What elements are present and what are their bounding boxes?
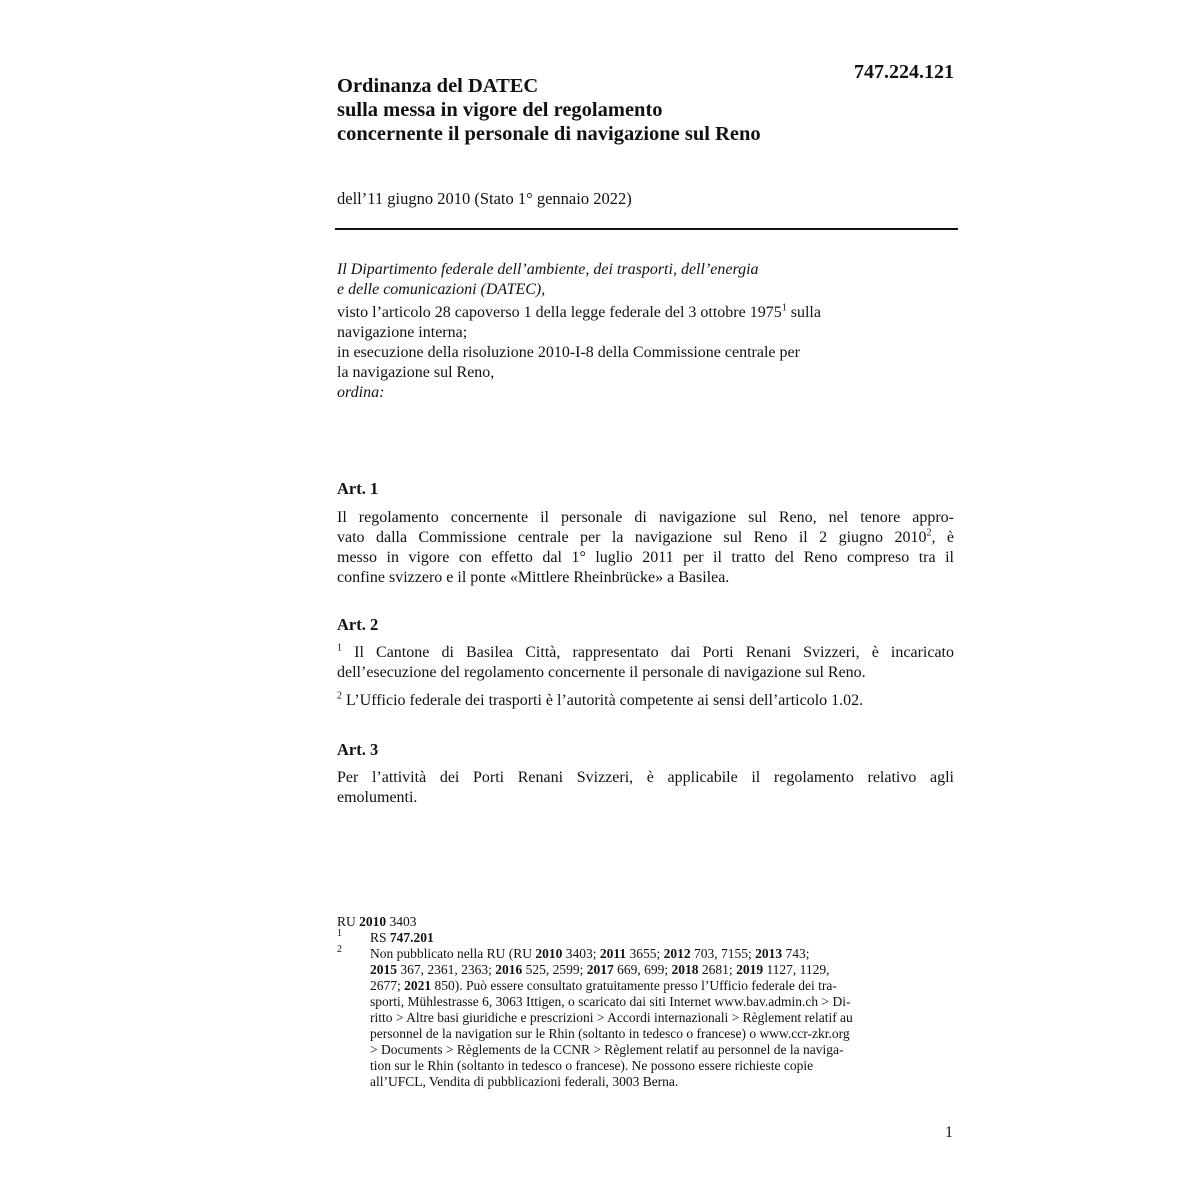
visto-line: navigazione interna;	[337, 324, 468, 341]
footnote-prefix: RS	[370, 930, 390, 945]
footnote-line: ritto > Altre basi giuridiche e prescrizioni > Accordi internazionali > Règlement relatif au	[370, 1010, 853, 1025]
footnote-line: > Documents > Règlements de la CCNR > Règlement relatif au personnel de la naviga-	[370, 1042, 844, 1057]
article-line	[337, 643, 954, 663]
title-line: Ordinanza del DATEC	[337, 75, 539, 97]
date-line: dell’11 giugno 2010 (Stato 1° gennaio 2022)	[337, 189, 632, 208]
ru-reference	[337, 914, 957, 930]
ordina-line: ordina:	[337, 384, 385, 401]
article-2-paragraph-1	[337, 643, 954, 683]
authority-line: e delle comunicazioni (DATEC),	[337, 281, 546, 298]
article-3-heading: Art. 3	[337, 740, 379, 759]
article-line: dell’esecuzione del regolamento concernente il personale di navigazione sul Reno.	[337, 664, 866, 681]
article-line-part: , è	[931, 529, 954, 546]
article-1-heading: Art. 1	[337, 479, 379, 498]
article-line: messo in vigore con effetto dal 1° luglio 2011 per il tratto del Reno compreso tra il	[337, 549, 954, 566]
article-line	[337, 691, 954, 711]
visto-line	[337, 303, 957, 323]
esecuzione-line: in esecuzione della risoluzione 2010-I-8 della Commissione centrale per	[337, 344, 800, 361]
article-line: Il regolamento concernente il personale di navigazione sul Reno, nel tenore appro-	[337, 509, 954, 526]
footnote-line: Non pubblicato nella RU (RU 2010 3403; 2011 3655; 2012 703, 7155; 2013 743;	[370, 946, 810, 961]
article-line: emolumenti.	[337, 789, 418, 806]
footnote-sr-ref: 747.201	[389, 930, 434, 945]
article-line-part: L’Ufficio federale dei trasporti è l’autorità competente ai sensi dell’articolo 1.02.	[342, 692, 864, 709]
article-line-part: vato dalla Commissione centrale per la navigazione sul Reno il 2 giugno 2010	[337, 529, 927, 546]
visto-text-end: sulla	[786, 304, 821, 321]
footnote-number: 2	[337, 944, 342, 955]
footnote-ref-2[interactable]: 2	[926, 527, 932, 539]
footnote-number: 1	[337, 928, 342, 939]
header-divider	[335, 228, 958, 230]
esecuzione-line: la navigazione sul Reno,	[337, 364, 495, 381]
paragraph-number: 1	[337, 642, 342, 654]
ru-year: 2010	[359, 914, 387, 929]
ru-prefix: RU	[337, 914, 360, 929]
page-title	[337, 74, 897, 146]
title-line: concernente il personale di navigazione sul Reno	[337, 123, 761, 145]
footnote-line: 2015 367, 2361, 2363; 2016 525, 2599; 2017 669, 699; 2018 2681; 2019 1127, 1129,	[370, 962, 830, 977]
footnote-1	[337, 930, 957, 946]
article-3-text	[337, 768, 954, 808]
article-line: confine svizzero e il ponte «Mittlere Rheinbrücke» a Basilea.	[337, 569, 730, 586]
footnote-ref-1[interactable]: 1	[781, 302, 787, 314]
footnote-text	[370, 946, 957, 1090]
visto-text: visto l’articolo 28 capoverso 1 della legge federale del 3 ottobre 1975	[337, 304, 782, 321]
footnotes	[337, 914, 957, 1090]
footnote-line: sporti, Mühlestrasse 6, 3063 Ittigen, o scaricato dai siti Internet www.bav.admin.ch > Di-	[370, 994, 851, 1009]
article-line: Per l’attività dei Porti Renani Svizzeri, è applicabile il regolamento relativo agli	[337, 769, 954, 786]
article-1-text	[337, 508, 954, 588]
article-2-heading: Art. 2	[337, 615, 379, 634]
article-line-part: Il Cantone di Basilea Città, rappresentato dai Porti Renani Svizzeri, è incaricato	[342, 644, 954, 661]
authority-line: Il Dipartimento federale dell’ambiente, dei trasporti, dell’energia	[337, 261, 759, 278]
footnote-line: 2677; 2021 850). Può essere consultato gratuitamente presso l’Ufficio federale dei tra-	[370, 978, 837, 993]
preamble	[337, 260, 957, 403]
ru-page: 3403	[386, 914, 417, 929]
footnote-line: all’UFCL, Vendita di pubblicazioni federali, 3003 Berna.	[370, 1074, 679, 1089]
article-line	[337, 528, 954, 548]
title-line: sulla messa in vigore del regolamento	[337, 99, 663, 121]
paragraph-number: 2	[337, 690, 342, 702]
footnote-line: personnel de la navigation sur le Rhin (soltanto in tedesco o francese) o www.ccr-zkr.org	[370, 1026, 850, 1041]
page-number: 1	[945, 1124, 953, 1141]
article-2-paragraph-2	[337, 691, 954, 711]
footnote-2	[337, 946, 957, 1090]
footnote-line: tion sur le Rhin (soltanto in tedesco o francese). Ne possono essere richieste copie	[370, 1058, 814, 1073]
sr-number: 747.224.121	[854, 61, 954, 83]
